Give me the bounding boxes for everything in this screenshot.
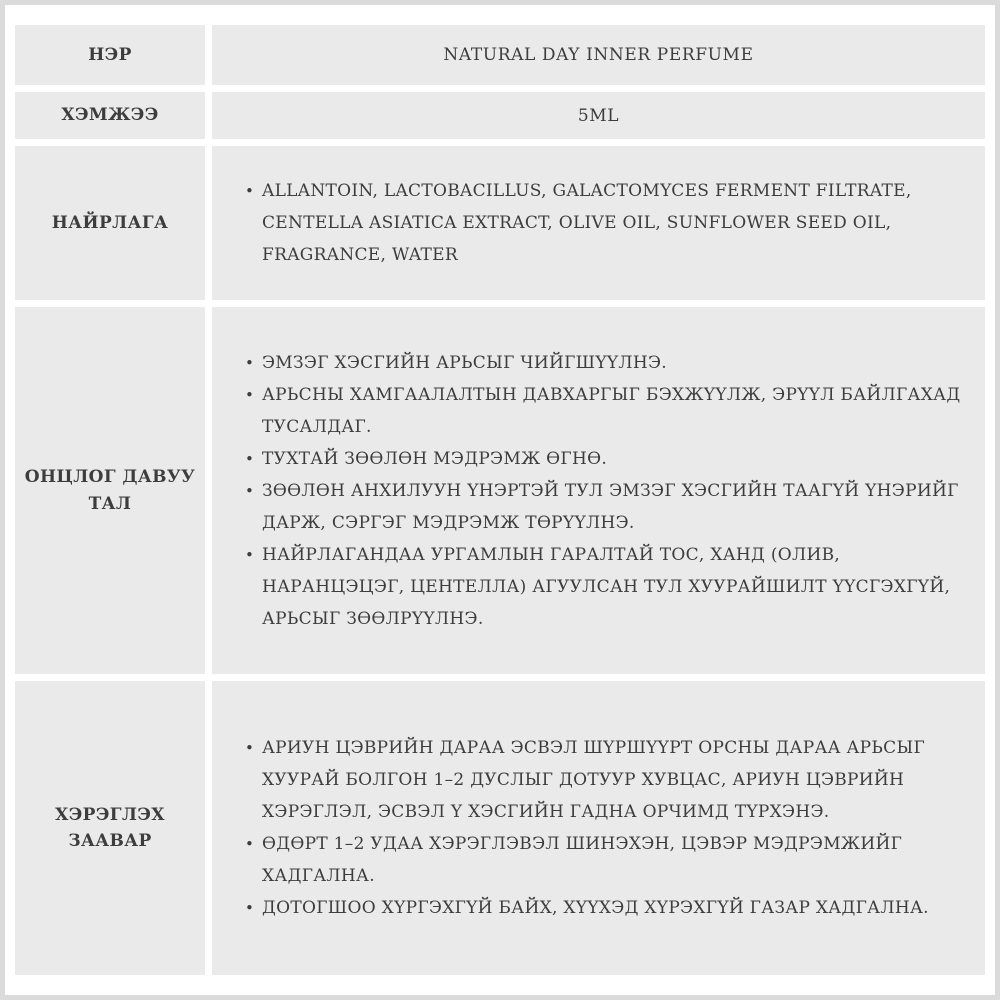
- list-item: [245, 175, 967, 271]
- bullet-icon: •: [245, 353, 255, 372]
- bullet-icon: •: [245, 739, 255, 757]
- bullet-icon: •: [245, 835, 255, 853]
- row-label-features: [15, 307, 205, 674]
- list-item: [245, 892, 967, 924]
- bullet-icon: •: [245, 385, 255, 404]
- bullet-text: АРЬСНЫ ХАМГААЛАЛТЫН ДАВХАРГЫГ БЭХЖҮҮЛЖ, ЭРҮҮЛ БАЙЛГАХАД ТУСАЛДАГ.: [262, 384, 961, 437]
- bullet-icon: •: [245, 545, 255, 564]
- row-value-features: [212, 307, 985, 674]
- row-label-size-text: ХЭМЖЭЭ: [61, 105, 159, 126]
- row-value-ingredients: [212, 146, 985, 300]
- list-item: [245, 443, 967, 475]
- bullet-icon: •: [245, 481, 255, 500]
- bullet-text: НАЙРЛАГАНДАА УРГАМЛЫН ГАРАЛТАЙ ТОС, ХАНД (ОЛИВ, НАРАНЦЭЦЭГ, ЦЕНТЕЛЛА) АГУУЛСАН ТУЛ ХУУРАЙШИЛТ ҮҮСГЭХГҮЙ, АРЬСЫГ ЗӨӨЛРҮҮЛНЭ.: [262, 544, 951, 629]
- row-value-usage: [212, 681, 985, 975]
- row-label-usage-text: ХЭРЭГЛЭХ ЗААВАР: [55, 804, 165, 851]
- row-label-size: [15, 92, 205, 139]
- bullet-text: ДОТОГШОО ХҮРГЭХГҮЙ БАЙХ, ХҮҮХЭД ХҮРЭХГҮЙ ГАЗАР ХАДГАЛНА.: [262, 898, 929, 918]
- usage-list: [245, 732, 967, 924]
- list-item: [245, 539, 967, 635]
- bullet-text: ТУХТАЙ ЗӨӨЛӨН МЭДРЭМЖ ӨГНӨ.: [262, 448, 608, 469]
- row-label-features-text: ОНЦЛОГ ДАВУУ ТАЛ: [24, 467, 196, 514]
- row-value-size: [212, 92, 985, 139]
- bullet-text: ӨДӨРТ 1–2 УДАА ХЭРЭГЛЭВЭЛ ШИНЭХЭН, ЦЭВЭР МЭДРЭМЖИЙГ ХАДГАЛНА.: [262, 834, 903, 886]
- product-name-text: NATURAL DAY INNER PERFUME: [443, 45, 754, 65]
- list-item: [245, 475, 967, 539]
- bullet-icon: •: [245, 182, 255, 200]
- bullet-icon: •: [245, 899, 255, 917]
- list-item: [245, 828, 967, 892]
- bullet-text: ЭМЗЭГ ХЭСГИЙН АРЬСЫГ ЧИЙГШҮҮЛНЭ.: [262, 352, 667, 373]
- bullet-icon: •: [245, 449, 255, 468]
- row-label-usage: [15, 681, 205, 975]
- row-label-name-text: НЭР: [88, 44, 132, 65]
- bullet-text: АРИУН ЦЭВРИЙН ДАРАА ЭСВЭЛ ШҮРШҮҮРТ ОРСНЫ ДАРАА АРЬСЫГ ХУУРАЙ БОЛГОН 1–2 ДУСЛЫГ ДОТУУР ХУВЦАС, АРИУН ЦЭВРИЙН ХЭРЭГЛЭЛ, ЭСВЭЛ Ү ХЭСГИЙН ГАДНА ОРЧИМД ТҮРХЭНЭ.: [262, 738, 926, 822]
- features-list: [245, 347, 967, 635]
- product-info-table: [15, 25, 985, 975]
- list-item: [245, 379, 967, 443]
- row-label-name: [15, 25, 205, 85]
- ingredients-list: [245, 175, 967, 271]
- row-label-ingredients-text: НАЙРЛАГА: [51, 212, 169, 233]
- bullet-text: ALLANTOIN, LACTOBACILLUS, GALACTOMYCES FERMENT FILTRATE, CENTELLA ASIATICA EXTRACT, OLIVE OIL, SUNFLOWER SEED OIL, FRAGRANCE, WATER: [262, 181, 912, 265]
- row-value-name: [212, 25, 985, 85]
- row-label-ingredients: [15, 146, 205, 300]
- list-item: [245, 732, 967, 828]
- bullet-text: ЗӨӨЛӨН АНХИЛУУН ҮНЭРТЭЙ ТУЛ ЭМЗЭГ ХЭСГИЙН ТААГҮЙ ҮНЭРИЙГ ДАРЖ, СЭРГЭГ МЭДРЭМЖ ТӨРҮҮЛНЭ.: [262, 480, 959, 533]
- product-size-text: 5ML: [577, 105, 620, 126]
- list-item: [245, 347, 967, 379]
